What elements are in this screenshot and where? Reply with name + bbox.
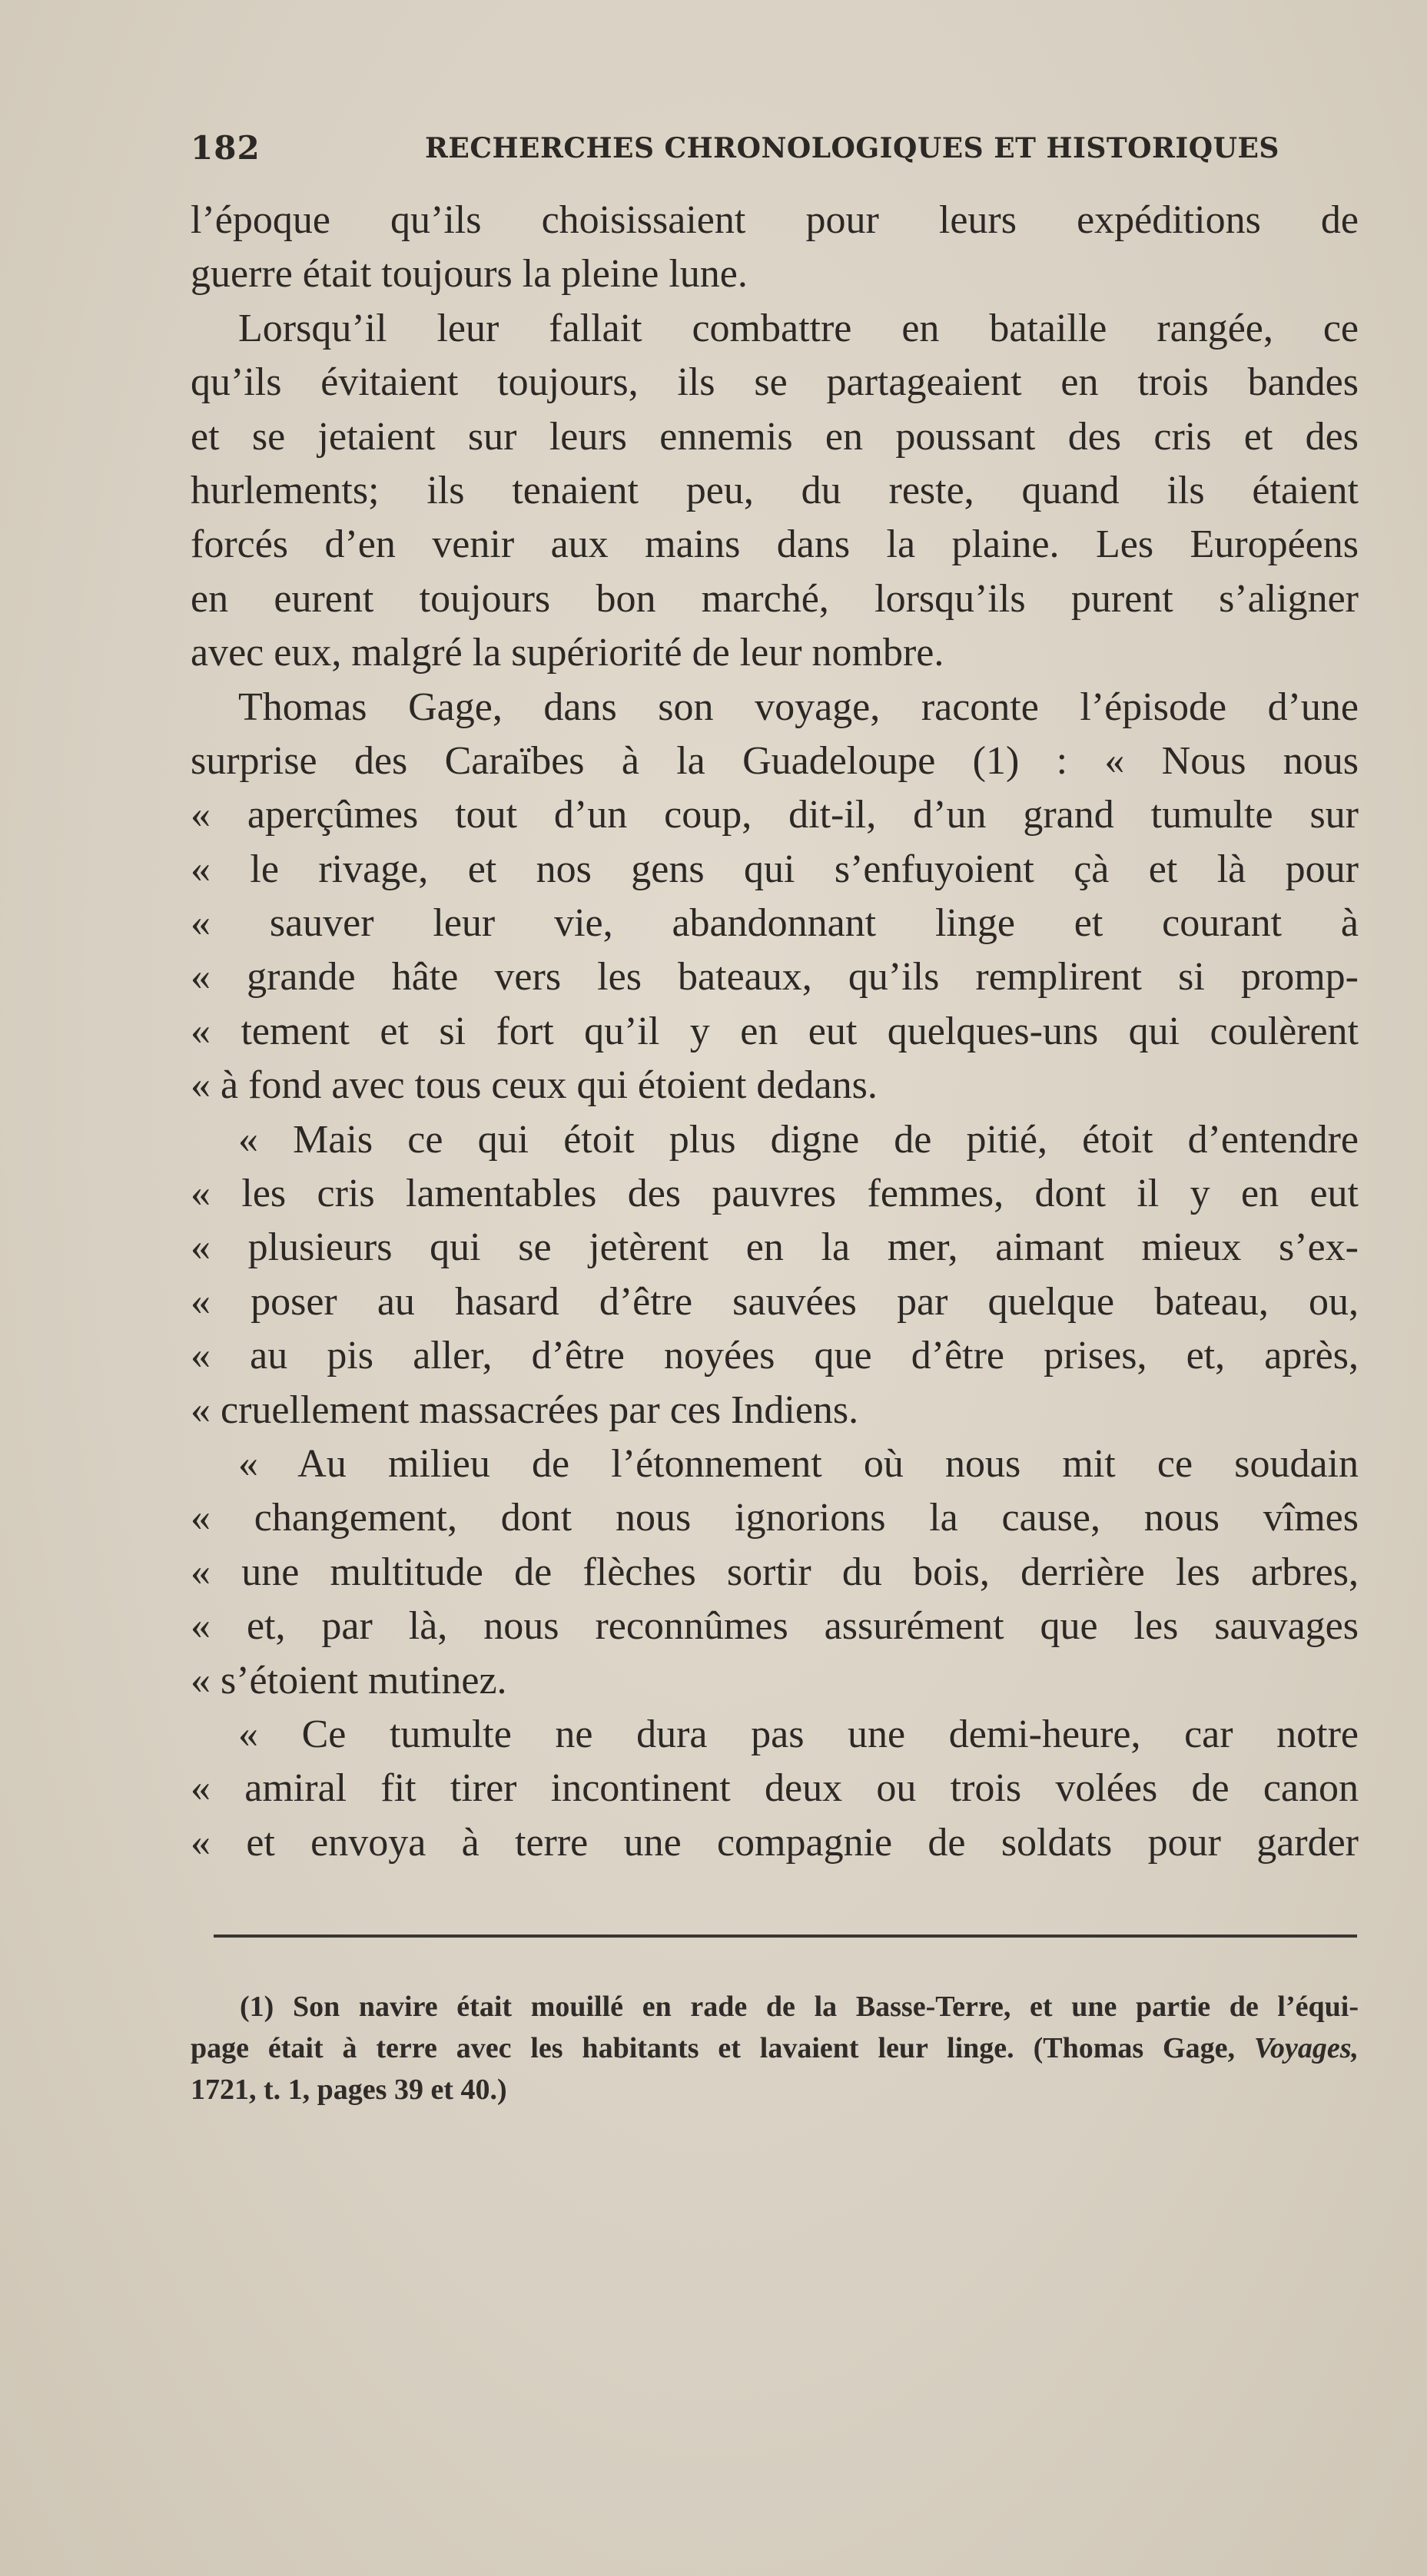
body-line: hurlements; ils tenaient peu, du reste, quand ils étaient [191, 468, 1359, 512]
body-line: avec eux, malgré la supériorité de leur nombre. [191, 631, 944, 675]
body-line: « Ce tumulte ne dura pas une demi-heure, car notre [238, 1712, 1359, 1756]
body-line: « les cris lamentables des pauvres femmes, dont il y en eut [191, 1172, 1359, 1216]
footnote-text: page était à terre avec les habitants et lavaient leur linge. (Thomas Gage, [191, 2032, 1254, 2064]
body-line: et se jetaient sur leurs ennemis en poussant des cris et des [191, 414, 1359, 459]
body-line: « cruellement massacrées par ces Indiens. [191, 1387, 859, 1432]
body-line: « à fond avec tous ceux qui étoient dedans. [191, 1063, 878, 1108]
body-line: « le rivage, et nos gens qui s’enfuyoient çà et là pour [191, 847, 1359, 891]
body-line: « grande hâte vers les bateaux, qu’ils remplirent si promp- [191, 955, 1359, 1000]
body-line: Thomas Gage, dans son voyage, raconte l’épisode d’une [238, 685, 1359, 729]
body-line: « Au milieu de l’étonnement où nous mit ce soudain [238, 1441, 1359, 1486]
body-line: « et envoya à terre une compagnie de soldats pour garder [191, 1820, 1359, 1865]
body-line: qu’ils évitaient toujours, ils se partageaient en trois bandes [191, 360, 1359, 405]
body-line: « au pis aller, d’être noyées que d’être prises, et, après, [191, 1334, 1359, 1378]
body-line: l’époque qu’ils choisissaient pour leurs expéditions de [191, 198, 1359, 242]
body-line: « Mais ce qui étoit plus digne de pitié, étoit d’entendre [238, 1117, 1359, 1162]
body-line: « une multitude de flèches sortir du bois, derrière les arbres, [191, 1550, 1359, 1594]
body-line: « aperçûmes tout d’un coup, dit-il, d’un grand tumulte sur [191, 793, 1359, 837]
body-line: « changement, dont nous ignorions la cause, nous vîmes [191, 1496, 1359, 1540]
body-text [191, 194, 1359, 1870]
body-line: « et, par là, nous reconnûmes assurément que les sauvages [191, 1604, 1359, 1649]
body-line: « s’étoient mutinez. [191, 1658, 507, 1702]
body-line: guerre était toujours la pleine lune. [191, 252, 748, 297]
footnote-line: 1721, t. 1, pages 39 et 40.) [191, 2074, 507, 2106]
footnote [191, 1986, 1359, 2110]
footnote-separator [214, 1934, 1357, 1938]
body-line: « tement et si fort qu’il y en eut quelques-uns qui coulèrent [191, 1009, 1359, 1053]
body-line: « amiral fit tirer incontinent deux ou trois volées de canon [191, 1766, 1359, 1811]
body-line: en eurent toujours bon marché, lorsqu’ils purent s’aligner [191, 576, 1359, 621]
footnote-line: (1) Son navire était mouillé en rade de la Basse-Terre, et une partie de l’équi- [240, 1991, 1359, 2023]
running-head: RECHERCHES CHRONOLOGIQUES ET HISTORIQUES [425, 132, 1279, 164]
body-line: « sauver leur vie, abandonnant linge et courant à [191, 901, 1359, 946]
body-line: Lorsqu’il leur fallait combattre en bataille rangée, ce [238, 306, 1359, 350]
body-line: forcés d’en venir aux mains dans la plaine. Les Européens [191, 522, 1359, 567]
page-header [191, 129, 1279, 191]
footnote-line [191, 2027, 1359, 2069]
body-line: « plusieurs qui se jetèrent en la mer, aimant mieux s’ex- [191, 1225, 1359, 1270]
page-number: 182 [191, 129, 261, 167]
footnote-italic-title: Voyages, [1253, 2032, 1359, 2064]
body-line: « poser au hasard d’être sauvées par quelque bateau, ou, [191, 1279, 1359, 1324]
body-line: surprise des Caraïbes à la Guadeloupe (1) : « Nous nous [191, 738, 1359, 783]
